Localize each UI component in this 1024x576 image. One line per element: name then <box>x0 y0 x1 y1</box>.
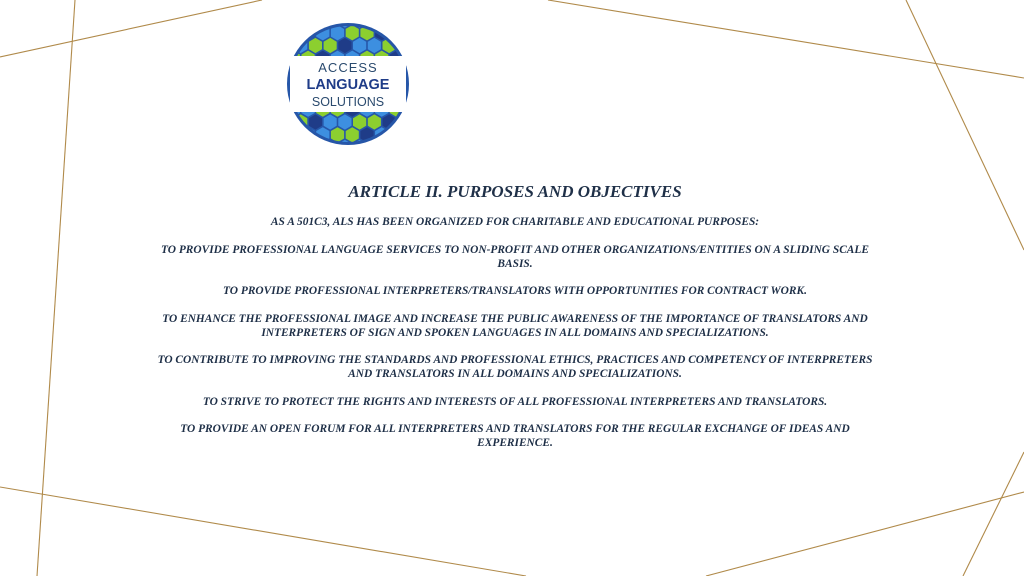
logo-hexagon <box>405 127 410 142</box>
article-title: ARTICLE II. PURPOSES AND OBJECTIVES <box>348 182 682 201</box>
logo-hexagon <box>286 38 293 53</box>
logo-hexagon <box>390 127 403 142</box>
logo-hexagon <box>286 140 293 148</box>
logo-hexagon <box>405 25 410 40</box>
logo-hexagon <box>286 20 293 28</box>
article-content <box>150 182 880 464</box>
paragraph-language-services: TO PROVIDE PROFESSIONAL LANGUAGE SERVICES TO NON-PROFIT AND OTHER ORGANIZATIONS/ENTITIES ON A SLIDING SCALE BASIS. <box>161 243 869 270</box>
logo-line3: SOLUTIONS <box>311 95 385 109</box>
logo-hexagon <box>286 114 293 129</box>
logo-hexagon <box>287 127 300 142</box>
logo-hexagon <box>294 20 307 28</box>
logo-hexagon <box>368 140 381 148</box>
access-language-solutions-logo <box>286 20 410 148</box>
logo-hexagon <box>309 140 322 148</box>
paragraph-professional-image: TO ENHANCE THE PROFESSIONAL IMAGE AND INCREASE THE PUBLIC AWARENESS OF THE IMPORTANCE OF TRANSLATORS AND INTERPRETERS OF SIGN AND SPOKEN LANGUAGES IN ALL DOMAINS AND SPECIALIZATIONS. <box>162 312 868 339</box>
logo-hexagon <box>397 20 410 28</box>
paragraph-standards-ethics: TO CONTRIBUTE TO IMPROVING THE STANDARDS AND PROFESSIONAL ETHICS, PRACTICES AND COMPETENCY OF INTERPRETERS AND TRANSLATORS IN ALL DOMAINS AND SPECIALIZATIONS. <box>157 354 873 380</box>
paragraph-contract-work: TO PROVIDE PROFESSIONAL INTERPRETERS/TRANSLATORS WITH OPPORTUNITIES FOR CONTRACT WORK. <box>223 285 807 297</box>
paragraph-intro: AS A 501C3, ALS HAS BEEN ORGANIZED FOR CHARITABLE AND EDUCATIONAL PURPOSES: <box>270 216 760 228</box>
logo-hexagon <box>294 140 307 148</box>
logo-hexagon <box>383 20 396 28</box>
logo-hexagon <box>287 25 300 40</box>
logo-hexagon <box>390 25 403 40</box>
paragraph-rights-interests: TO STRIVE TO PROTECT THE RIGHTS AND INTERESTS OF ALL PROFESSIONAL INTERPRETERS AND TRANSLATORS. <box>202 395 828 408</box>
logo-line1: ACCESS <box>318 60 378 75</box>
paragraph-open-forum: TO PROVIDE AN OPEN FORUM FOR ALL INTERPRETERS AND TRANSLATORS FOR THE REGULAR EXCHANGE OF IDEAS AND EXPERIENCE. <box>180 423 850 449</box>
logo-hexagon <box>368 20 381 28</box>
logo-hexagon <box>309 20 322 28</box>
logo-line2: LANGUAGE <box>306 77 390 93</box>
logo-emblem <box>286 20 410 148</box>
logo-hexagon <box>397 140 410 148</box>
logo-hexagon <box>383 140 396 148</box>
